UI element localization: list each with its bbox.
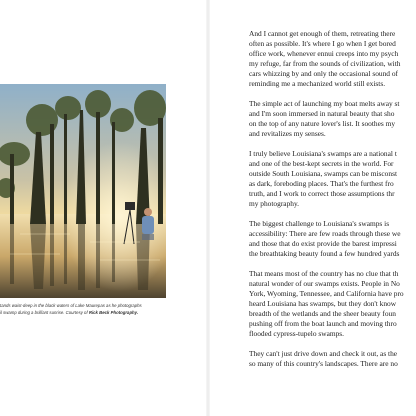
text-line: The simple act of launching my boat melts away st	[249, 99, 400, 108]
text-line: so many of this country's landscapes. There are no	[249, 359, 398, 368]
text-line: accessibility: There are few roads through these we	[249, 229, 401, 238]
body-paragraph	[249, 149, 416, 209]
caption-line-1: tands waist-deep in the black waters of Lake Maurepas as he photographs	[0, 303, 142, 308]
swamp-sunrise-photo	[0, 84, 166, 298]
page-gutter	[206, 0, 210, 416]
text-line: on the top of any nature lover's list. It soothes my	[249, 119, 396, 128]
text-line: office work, whenever ennui creeps into my psych	[249, 49, 399, 58]
text-line: The biggest challenge to Louisiana's swamps is	[249, 219, 390, 228]
text-line: as dark, foreboding places. That's the furthest fro	[249, 179, 394, 188]
body-paragraph	[249, 349, 416, 369]
text-line: pushing off from the boat launch and moving thro	[249, 319, 397, 328]
body-text-column	[249, 29, 416, 379]
body-paragraph	[249, 269, 416, 339]
text-line: my refuge, far from the sounds of civilization, with	[249, 59, 401, 68]
body-paragraph	[249, 29, 416, 89]
caption-credit: Rick Beck Photography.	[88, 310, 139, 315]
text-line: They can't just drive down and check it out, as the	[249, 349, 398, 358]
text-line: outside South Louisiana, swamps can be misconst	[249, 169, 398, 178]
caption-line-2: il swamp during a brilliant sunrise. Courtesy of	[0, 310, 89, 315]
text-line: York, Wyoming, Tennessee, and California have pro	[249, 289, 404, 298]
text-line: flooded cypress-tupelo swamps.	[249, 329, 345, 338]
text-line: cars whizzing by and only the occasional sound of	[249, 69, 399, 78]
text-line: And I cannot get enough of them, retreating there	[249, 29, 396, 38]
text-line: the breathtaking beauty found a few hundred yards	[249, 249, 400, 258]
text-line: reminding me a mechanized world still exists.	[249, 79, 386, 88]
photo-caption	[0, 302, 168, 316]
text-line: and revitalizes my senses.	[249, 129, 326, 138]
text-line: natural wonder of our swamps exists. People in No	[249, 279, 400, 288]
text-line: breadth of the wetlands and the sheer beauty foun	[249, 309, 396, 318]
text-line: That means most of the country has no clue that th	[249, 269, 399, 278]
text-line: truth, and I work to correct those assumptions thr	[249, 189, 395, 198]
body-paragraph	[249, 99, 416, 139]
text-line: I truly believe Louisiana's swamps are a national t	[249, 149, 397, 158]
text-line: heard Louisiana has swamps, but they don't know	[249, 299, 397, 308]
text-line: and I'm soon immersed in natural beauty that sho	[249, 109, 395, 118]
text-line: my photography.	[249, 199, 300, 208]
text-line: often as possible. It's where I go when I get bored	[249, 39, 396, 48]
body-paragraph	[249, 219, 416, 259]
text-line: and one of the best-kept secrets in the world. For	[249, 159, 394, 168]
text-line: and those that do exist provide the barest impressi	[249, 239, 397, 248]
